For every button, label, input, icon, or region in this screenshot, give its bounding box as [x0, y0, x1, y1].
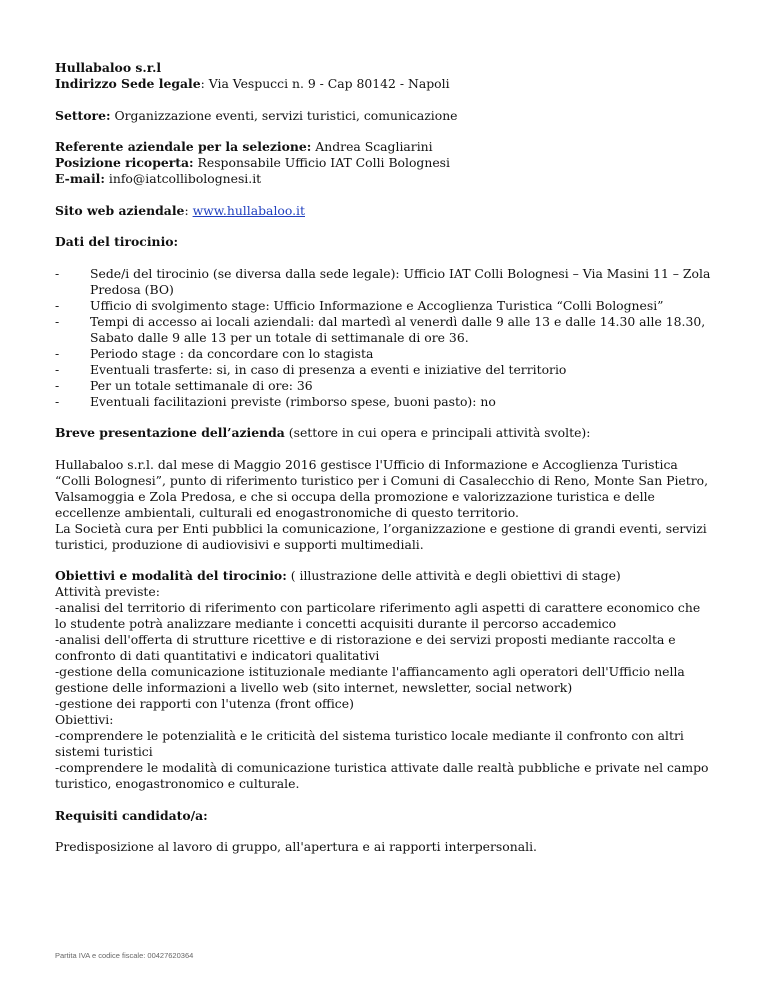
requirements-text: Predisposizione al lavoro di gruppo, all'apertura e ai rapporti interpersonali. — [55, 839, 537, 854]
objectives-line: -gestione della comunicazione istituzionale mediante l'affiancamento agli operatori dell'Ufficio nella gestione delle informazioni a livello web (sito internet, newsletter, social network) — [55, 664, 685, 695]
list-item: - Sede/i del tirocinio (se diversa dalla sede legale): Ufficio IAT Colli Bolognesi – Via Masini 11 – Zola Predosa (BO) — [55, 265, 711, 297]
objectives-heading: Obiettivi e modalità del tirocinio: ( illustrazione delle attività e degli obiettivi di stage) — [55, 568, 621, 583]
list-item: - Per un totale settimanale di ore: 36 — [55, 377, 313, 393]
objectives-line: Attività previste: — [55, 584, 160, 599]
position-label: Posizione ricoperta: — [55, 155, 194, 170]
page-footer: Partita IVA e codice fiscale: 00427620364 — [55, 951, 194, 960]
objectives-heading-note: ( illustrazione delle attività e degli obiettivi di stage) — [286, 568, 621, 583]
objectives-line: Obiettivi: — [55, 712, 114, 727]
dash-bullet: - — [55, 313, 60, 329]
position-value: Responsabile Ufficio IAT Colli Bolognesi — [193, 155, 450, 170]
presentation-heading: Breve presentazione dell’azienda (settore in cui opera e principali attività svolte): — [55, 425, 591, 440]
objectives-line: -gestione dei rapporti con l'utenza (front office) — [55, 696, 354, 711]
sector-value: Organizzazione eventi, servizi turistici, comunicazione — [110, 107, 458, 123]
referent-value: Andrea Scagliarini — [311, 139, 433, 154]
document-body — [55, 60, 715, 855]
address-value: : Via Vespucci n. 9 - Cap 80142 - Napoli — [200, 76, 450, 91]
email-label: E-mail: — [55, 171, 105, 186]
list-item: - Eventuali facilitazioni previste (rimborso spese, buoni pasto): no — [55, 393, 496, 409]
email-value: info@iatcollibolognesi.it — [104, 171, 262, 186]
address-label: Indirizzo Sede legale — [55, 76, 201, 91]
dash-bullet: - — [55, 297, 60, 313]
presentation-paragraph: La Società cura per Enti pubblici la comunicazione, l’organizzazione e gestione di grandi eventi, servizi turistici, produzione di audiovisivi e supporti multimediali. — [55, 520, 707, 552]
company-address — [55, 76, 715, 92]
sector-label: Settore: — [55, 107, 111, 123]
company-name: Hullabaloo s.r.l — [55, 60, 162, 75]
position-line — [55, 155, 715, 171]
website-line — [55, 203, 715, 219]
objectives-line: -analisi del territorio di riferimento con particolare riferimento agli aspetti di carattere economico che lo studente potrà analizzare mediante i concetti acquisiti durante il percorso accademico — [55, 600, 701, 631]
presentation-heading-note: (settore in cui opera e principali attività svolte): — [284, 425, 591, 440]
dash-bullet: - — [55, 393, 60, 409]
website-label: Sito web aziendale — [55, 202, 185, 218]
objectives-line: -comprendere le modalità di comunicazione turistica attivate dalle realtà pubbliche e private nel campo turistico, enogastronomico e culturale. — [55, 760, 709, 791]
internship-list — [55, 266, 715, 410]
list-item: - Periodo stage : da concordare con lo stagista — [55, 345, 374, 361]
requirements-heading: Requisiti candidato/a: — [55, 807, 208, 823]
website-sep: : — [184, 202, 193, 218]
dash-bullet: - — [55, 377, 60, 393]
referent-line — [55, 139, 715, 155]
website-link[interactable]: www.hullabaloo.it — [192, 202, 305, 218]
objectives-line: -comprendere le potenzialità e le criticità del sistema turistico locale mediante il confronto con altri sistemi turistici — [55, 728, 684, 759]
list-item: - Eventuali trasferte: si, in caso di presenza a eventi e iniziative del territorio — [55, 361, 567, 377]
email-line — [55, 171, 715, 187]
sector-line — [55, 108, 715, 124]
dash-bullet: - — [55, 345, 60, 361]
internship-heading: Dati del tirocinio: — [55, 234, 179, 249]
list-item: - Ufficio di svolgimento stage: Ufficio Informazione e Accoglienza Turistica “Colli Bolognesi” — [55, 297, 664, 313]
list-item: - Tempi di accesso ai locali aziendali: dal martedì al venerdì dalle 9 alle 13 e dalle 14.30 alle 18.30, Sabato dalle 9 alle 13 per un totale di settimanale di ore 36. — [55, 313, 706, 345]
presentation-paragraph: Hullabaloo s.r.l. dal mese di Maggio 2016 gestisce l'Ufficio di Informazione e Accoglienza Turistica “Colli Bolognesi”, punto di riferimento turistico per i Comuni di Casalecchio di Reno, Monte San Pietro, Valsamoggia e Zola Predosa, e che si occupa della promozione e valorizzazione turistica e delle eccellenze ambientali, culturali ed enogastronomiche di questo territorio. — [55, 456, 709, 520]
objectives-line: -analisi dell'offerta di strutture ricettive e di ristorazione e dei servizi proposti mediante raccolta e confronto di dati quantitativi e indicatori qualitativi — [55, 632, 676, 663]
referent-label: Referente aziendale per la selezione: — [55, 139, 312, 154]
dash-bullet: - — [55, 361, 60, 377]
dash-bullet: - — [55, 265, 60, 281]
